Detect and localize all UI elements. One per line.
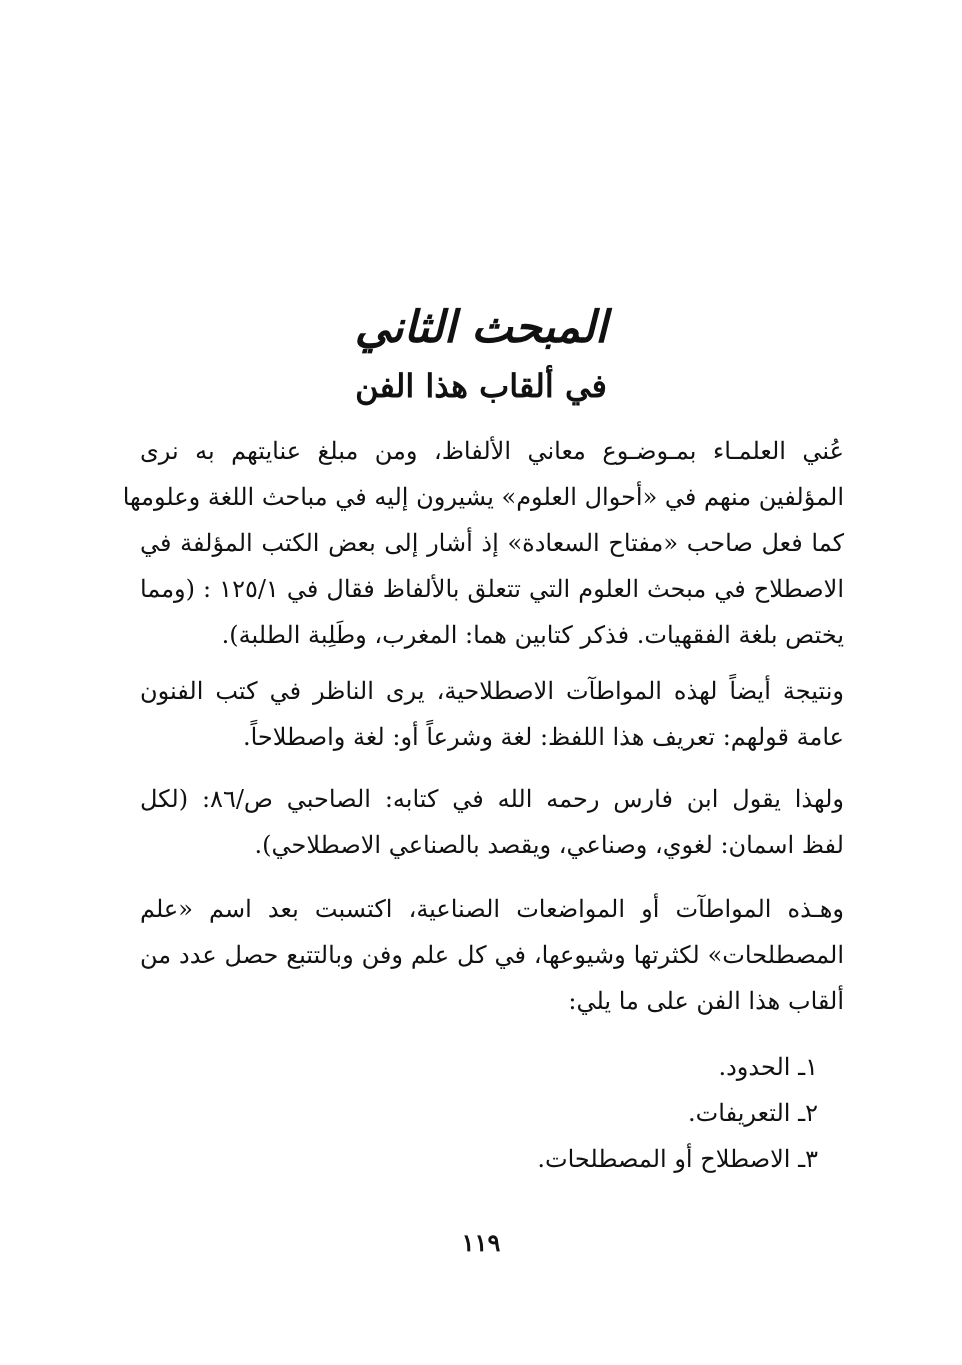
paragraph-line: ونتيجة أيضاً لهذه المواطآت الاصطلاحية، يرى الناظر في كتب الفنون	[140, 677, 844, 705]
paragraph-line: عُني العلمـاء بمـوضـوع معاني الألفاظ، ومن مبلغ عنايتهم به نرى	[140, 437, 844, 465]
section-title: المبحث الثاني	[354, 302, 608, 353]
paragraph-line: لفظ اسمان: لغوي، وصناعي، ويقصد بالصناعي الاصطلاحي).	[254, 831, 844, 859]
paragraph-line: ألقاب هذا الفن على ما يلي:	[568, 987, 844, 1015]
paragraph-2	[140, 668, 844, 760]
paragraph-line: الاصطلاح في مبحث العلوم التي تتعلق بالألفاظ فقال في ١٢٥/١ : (ومما	[140, 575, 844, 603]
titles-list	[140, 1044, 818, 1182]
page-number: ١١٩	[461, 1228, 501, 1257]
list-item: ٣ـ الاصطلاح أو المصطلحات.	[537, 1145, 818, 1173]
paragraph-line: كما فعل صاحب «مفتاح السعادة» إذ أشار إلى بعض الكتب المؤلفة في	[140, 529, 844, 557]
list-item: ٢ـ التعريفات.	[688, 1099, 818, 1127]
paragraph-1	[122, 428, 844, 658]
list-item: ١ـ الحدود.	[718, 1053, 818, 1081]
paragraph-line: المؤلفين منهم في «أحوال العلوم» يشيرون إليه في مباحث اللغة وعلومها	[122, 483, 844, 511]
paragraph-line: يختص بلغة الفقهيات. فذكر كتابين هما: المغرب، وطَلِبة الطلبة).	[221, 621, 844, 649]
paragraph-3	[140, 776, 844, 868]
paragraph-line: ولهذا يقول ابن فارس رحمه الله في كتابه: الصاحبي ص/٨٦: (لكل	[140, 785, 844, 813]
paragraph-line: عامة قولهم: تعريف هذا اللفظ: لغة وشرعاً أو: لغة واصطلاحاً.	[242, 723, 844, 751]
section-subtitle: في ألقاب هذا الفن	[355, 367, 607, 405]
paragraph-line: وهـذه المواطآت أو المواضعات الصناعية، اكتسبت بعد اسم «علم	[140, 895, 844, 923]
paragraph-4	[140, 886, 844, 1024]
paragraph-line: المصطلحات» لكثرتها وشيوعها، في كل علم وفن وبالتتبع حصل عدد من	[140, 941, 844, 969]
